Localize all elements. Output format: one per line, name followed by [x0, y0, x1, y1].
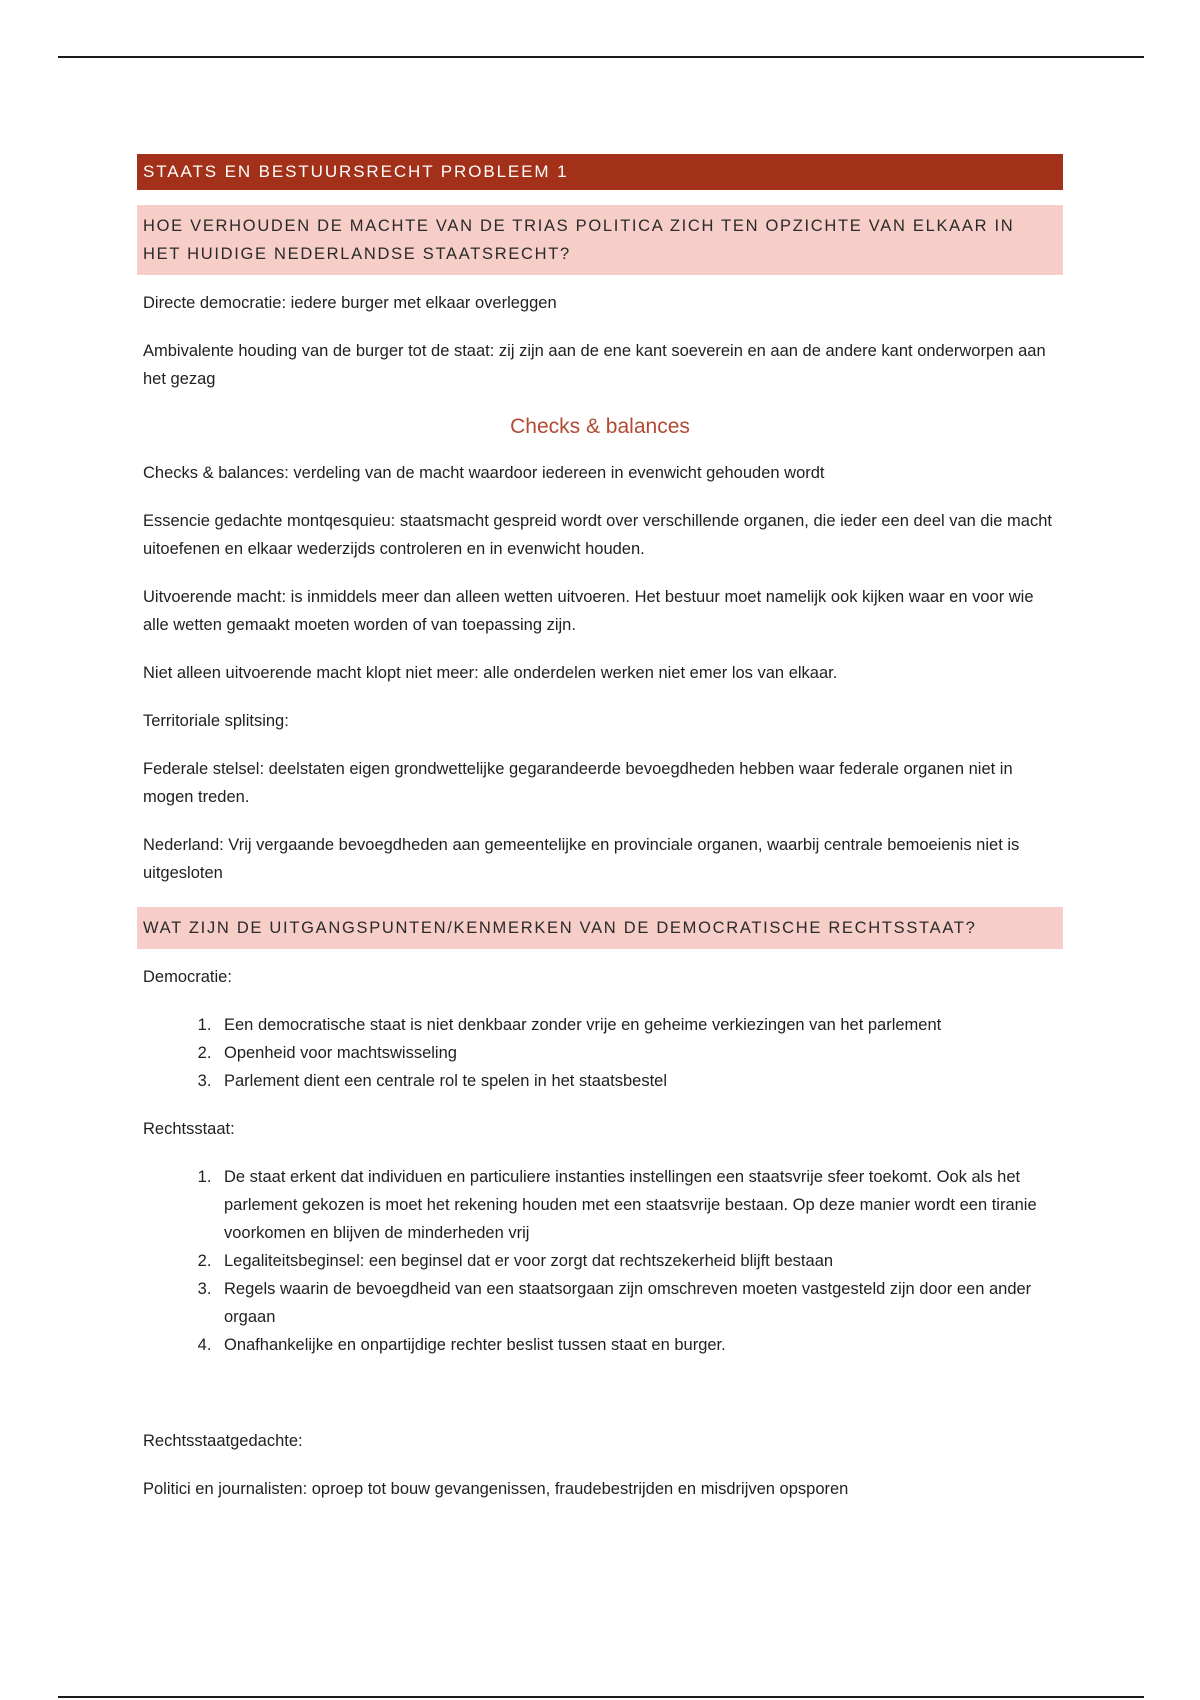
rechtsstaat-list	[137, 1163, 1063, 1359]
list-item: 4. Onafhankelijke en onpartijdige rechter beslist tussen staat en burger.	[216, 1331, 1063, 1359]
list-item: 3. Parlement dient een centrale rol te spelen in het staatsbestel	[216, 1067, 1063, 1095]
paragraph-federale-stelsel: Federale stelsel: deelstaten eigen grondwettelijke gegarandeerde bevoegdheden hebben waar federale organen niet in mogen treden.	[143, 760, 1013, 806]
question-heading-1: HOE VERHOUDEN DE MACHTE VAN DE TRIAS POLITICA ZICH TEN OPZICHTE VAN ELKAAR IN HET HUIDIGE NEDERLANDSE STAATSRECHT?	[137, 205, 1063, 275]
label-democratie: Democratie:	[143, 968, 232, 986]
list-item: 1. Een democratische staat is niet denkbaar zonder vrije en geheime verkiezingen van het parlement	[216, 1011, 1063, 1039]
list-item: 1. De staat erkent dat individuen en particuliere instanties instellingen een staatsvrije sfeer toekomt. Ook als het parlement gekozen is moet het rekening houden met een staatsvrije bestaan. Op deze manier wordt een tiranie voorkomen en blijven de minderheden vrij	[216, 1163, 1063, 1247]
list-item: 3. Regels waarin de bevoegdheid van een staatsorgaan zijn omschreven moeten vastgesteld zijn door een ander orgaan	[216, 1275, 1063, 1331]
document-body	[137, 154, 1063, 1523]
footer-rule	[58, 1696, 1144, 1698]
paragraph-directe-democratie: Directe democratie: iedere burger met elkaar overleggen	[143, 294, 557, 312]
paragraph-montesquieu: Essencie gedachte montqesquieu: staatsmacht gespreid wordt over verschillende organen, die ieder een deel van die macht uitoefenen en elkaar wederzijds controleren en in evenwicht houden.	[143, 512, 1052, 558]
paragraph-checks-balances: Checks & balances: verdeling van de macht waardoor iedereen in evenwicht gehouden wordt	[143, 464, 825, 482]
paragraph-politici: Politici en journalisten: oproep tot bouw gevangenissen, fraudebestrijden en misdrijven opsporen	[143, 1480, 849, 1498]
democratie-list	[137, 1011, 1063, 1095]
paragraph-territoriale-splitsing: Territoriale splitsing:	[143, 712, 289, 730]
subheading-checks-balances: Checks & balances	[510, 415, 690, 438]
paragraph-niet-alleen: Niet alleen uitvoerende macht klopt niet meer: alle onderdelen werken niet emer los van elkaar.	[143, 664, 838, 682]
blank-line	[137, 1379, 1063, 1427]
paragraph-rechtsstaatgedachte: Rechtsstaatgedachte:	[143, 1432, 303, 1450]
document-title: STAATS EN BESTUURSRECHT PROBLEEM 1	[137, 154, 1063, 190]
list-item: 2. Openheid voor machtswisseling	[216, 1039, 1063, 1067]
paragraph-uitvoerende-macht: Uitvoerende macht: is inmiddels meer dan alleen wetten uitvoeren. Het bestuur moet namelijk ook kijken waar en voor wie alle wetten gemaakt moeten worden of van toepassing zijn.	[143, 588, 1034, 634]
header-rule	[58, 56, 1144, 58]
question-heading-2: WAT ZIJN DE UITGANGSPUNTEN/KENMERKEN VAN DE DEMOCRATISCHE RECHTSSTAAT?	[137, 907, 1063, 949]
list-item: 2. Legaliteitsbeginsel: een beginsel dat er voor zorgt dat rechtszekerheid blijft bestaan	[216, 1247, 1063, 1275]
paragraph-nederland: Nederland: Vrij vergaande bevoegdheden aan gemeentelijke en provinciale organen, waarbij centrale bemoeienis niet is uitgesloten	[143, 836, 1020, 882]
paragraph-ambivalente-houding: Ambivalente houding van de burger tot de staat: zij zijn aan de ene kant soeverein en aan de andere kant onderworpen aan het gezag	[143, 342, 1046, 388]
label-rechtsstaat: Rechtsstaat:	[143, 1120, 235, 1138]
